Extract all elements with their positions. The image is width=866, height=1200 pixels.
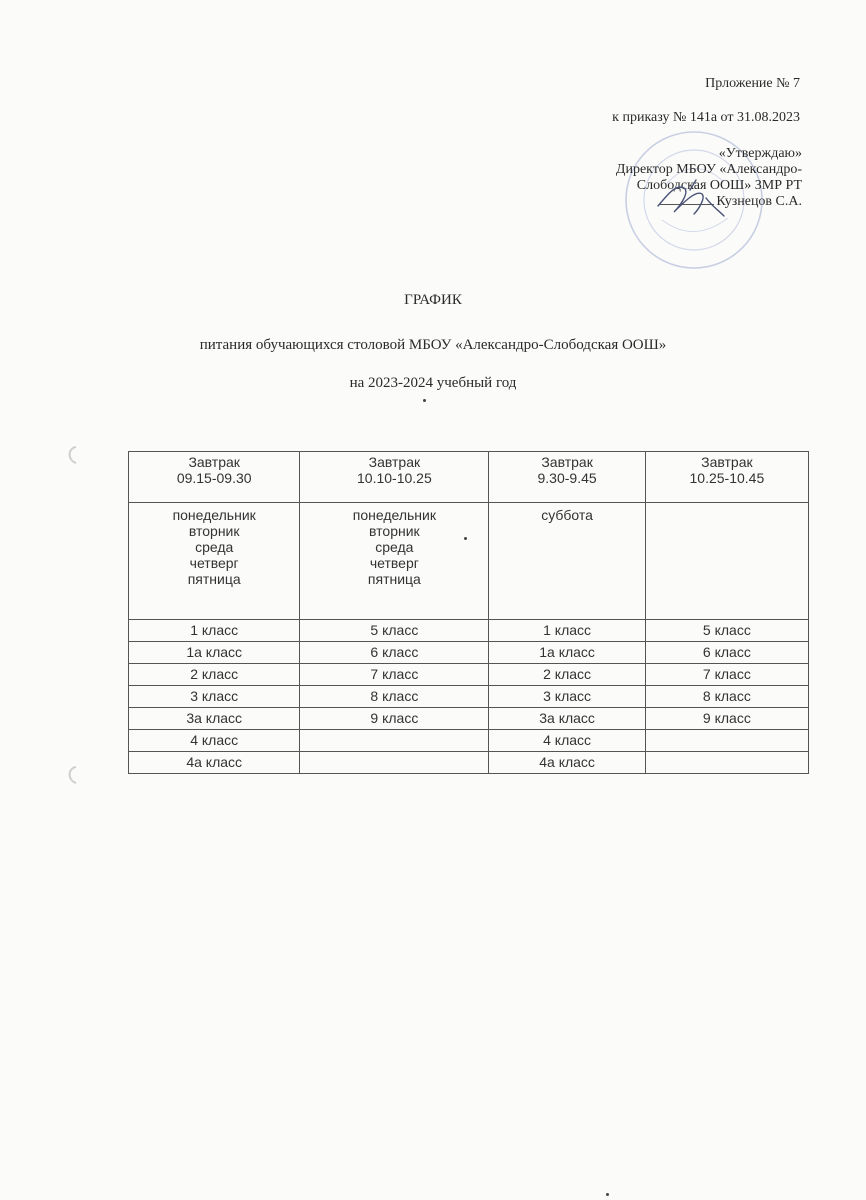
class-cell: 4 класс — [129, 730, 300, 752]
class-cell: 9 класс — [645, 708, 808, 730]
column-header — [300, 452, 489, 503]
class-cell: 3а класс — [129, 708, 300, 730]
header-row — [129, 452, 809, 503]
order-reference: к приказу № 141а от 31.08.2023 — [612, 110, 800, 125]
meal-time: 10.10-10.25 — [357, 470, 432, 486]
scan-speck — [464, 537, 467, 540]
document-title: ГРАФИК — [404, 292, 462, 308]
class-cell — [300, 752, 489, 774]
class-cell: 4а класс — [129, 752, 300, 774]
meal-schedule-table — [128, 451, 809, 774]
class-cell: 3а класс — [489, 708, 645, 730]
class-cell: 7 класс — [300, 664, 489, 686]
school-name: Слободская ООШ» ЗМР РТ — [636, 178, 802, 193]
class-cell: 1а класс — [489, 642, 645, 664]
appendix-number: Прложение № 7 — [705, 76, 800, 91]
class-cell: 3 класс — [129, 686, 300, 708]
class-cell: 9 класс — [300, 708, 489, 730]
meal-label: Завтрак — [701, 454, 753, 470]
class-cell: 8 класс — [300, 686, 489, 708]
weekday: понедельник — [172, 507, 256, 523]
meal-time: 9.30-9.45 — [537, 470, 597, 486]
director-title: Директор МБОУ «Александро- — [615, 162, 802, 177]
table-row — [129, 664, 809, 686]
scan-speck — [423, 399, 426, 402]
weekday: вторник — [369, 523, 420, 539]
weekdays-row — [129, 503, 809, 620]
weekday: пятница — [367, 571, 421, 587]
column-header — [489, 452, 645, 503]
table-row — [129, 730, 809, 752]
class-cell: 6 класс — [645, 642, 808, 664]
class-cell — [645, 730, 808, 752]
weekday-cell — [300, 503, 489, 620]
meal-label: Завтрак — [541, 454, 593, 470]
column-header — [129, 452, 300, 503]
class-cell: 3 класс — [489, 686, 645, 708]
weekday: четверг — [369, 555, 419, 571]
meal-time: 09.15-09.30 — [176, 470, 252, 486]
director-name: Кузнецов С.А. — [716, 194, 802, 209]
punch-hole-mark — [62, 444, 84, 466]
class-cell: 5 класс — [645, 620, 808, 642]
class-cell: 7 класс — [645, 664, 808, 686]
class-cell: 8 класс — [645, 686, 808, 708]
column-header — [645, 452, 808, 503]
meal-label: Завтрак — [188, 454, 240, 470]
class-cell: 5 класс — [300, 620, 489, 642]
table-row — [129, 752, 809, 774]
weekday-cell-empty — [645, 503, 808, 620]
class-cell: 4 класс — [489, 730, 645, 752]
approve-label: «Утверждаю» — [718, 146, 802, 161]
scan-speck — [606, 1193, 609, 1196]
weekday: четверг — [189, 555, 239, 571]
class-cell: 4а класс — [489, 752, 645, 774]
weekday: суббота — [541, 507, 593, 523]
meal-time: 10.25-10.45 — [689, 470, 765, 486]
class-cell — [300, 730, 489, 752]
class-cell: 2 класс — [129, 664, 300, 686]
class-cell — [645, 752, 808, 774]
table-row — [129, 642, 809, 664]
table-row — [129, 620, 809, 642]
table-row — [129, 708, 809, 730]
weekday: вторник — [188, 523, 240, 539]
weekday: среда — [375, 539, 414, 555]
punch-hole-mark — [62, 764, 84, 786]
table-row — [129, 686, 809, 708]
academic-year: на 2023-2024 учебный год — [349, 375, 517, 391]
document-subtitle: питания обучающихся столовой МБОУ «Александро-Слободская ООШ» — [199, 337, 667, 353]
class-cell: 1 класс — [129, 620, 300, 642]
weekday-cell — [129, 503, 300, 620]
meal-label: Завтрак — [368, 454, 421, 470]
handwritten-signature — [650, 176, 730, 222]
weekday-cell — [489, 503, 645, 620]
class-cell: 1а класс — [129, 642, 300, 664]
weekday: среда — [195, 539, 234, 555]
class-cell: 6 класс — [300, 642, 489, 664]
weekday: понедельник — [352, 507, 436, 523]
class-cell: 2 класс — [489, 664, 645, 686]
class-cell: 1 класс — [489, 620, 645, 642]
weekday: пятница — [187, 571, 241, 587]
